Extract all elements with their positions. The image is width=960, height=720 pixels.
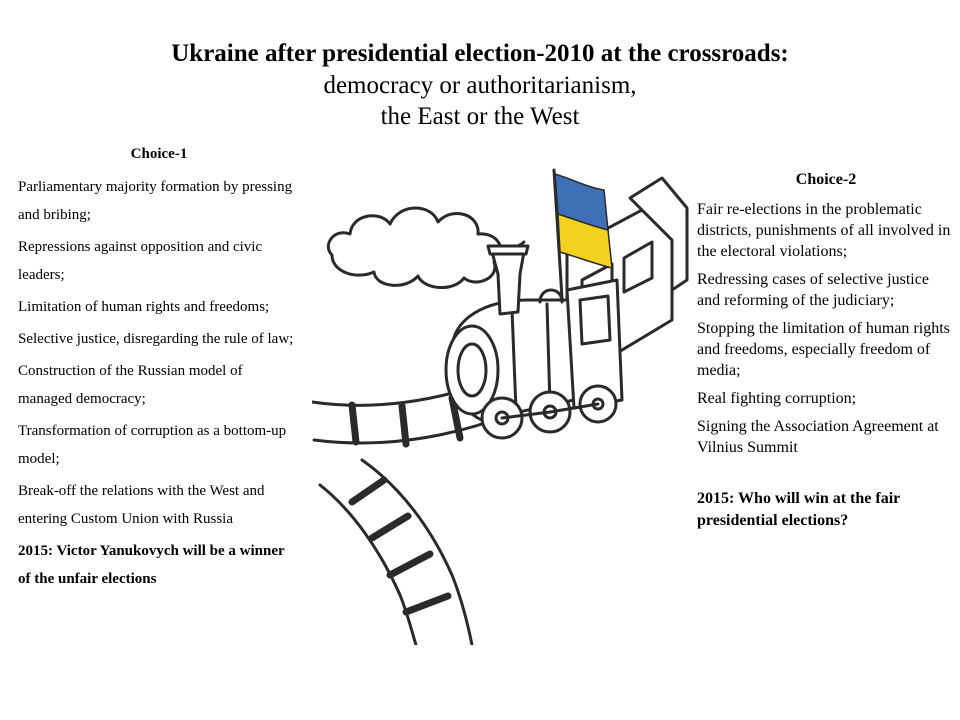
choice-1-item: Selective justice, disregarding the rule of law; <box>18 331 294 347</box>
choice-1-item: Parliamentary majority formation by pressing and bribing; <box>18 179 293 223</box>
choice-2-item: Signing the Association Agreement at Vilnius Summit <box>697 418 939 456</box>
slide-title <box>0 38 960 132</box>
title-line-2: democracy or authoritarianism, <box>323 72 637 99</box>
choice-1-item: Construction of the Russian model of managed democracy; <box>18 363 243 407</box>
train-at-crossroads-icon <box>312 150 697 645</box>
choice-2-item: Fair re-elections in the problematic districts, punishments of all involved in the electoral violations; <box>697 201 951 260</box>
choice-1-item: Limitation of human rights and freedoms; <box>18 299 270 315</box>
choice-2-heading: Choice-2 <box>795 171 857 188</box>
choice-1-heading: Choice-1 <box>130 146 188 162</box>
choice-2-item: Real fighting corruption; <box>697 390 857 407</box>
choice-1-item: Repressions against opposition and civic leaders; <box>18 239 263 283</box>
title-line-3: the East or the West <box>380 103 580 130</box>
choice-1-item: Break-off the relations with the West and entering Custom Union with Russia <box>18 483 265 527</box>
train-illustration <box>312 150 697 645</box>
choice-1-conclusion: 2015: Victor Yanukovych will be a winner of the unfair elections <box>18 543 285 587</box>
choice-2-column <box>697 171 955 532</box>
choice-1-item: Transformation of corruption as a bottom-up model; <box>18 423 287 467</box>
title-line-1: Ukraine after presidential election-2010 at the crossroads: <box>171 40 789 67</box>
choice-2-item: Redressing cases of selective justice and reforming of the judiciary; <box>697 271 929 309</box>
choice-1-column <box>18 146 300 593</box>
choice-2-conclusion: 2015: Who will win at the fair presidential elections? <box>697 490 900 529</box>
choice-2-item: Stopping the limitation of human rights and freedoms, especially freedom of media; <box>697 320 950 379</box>
